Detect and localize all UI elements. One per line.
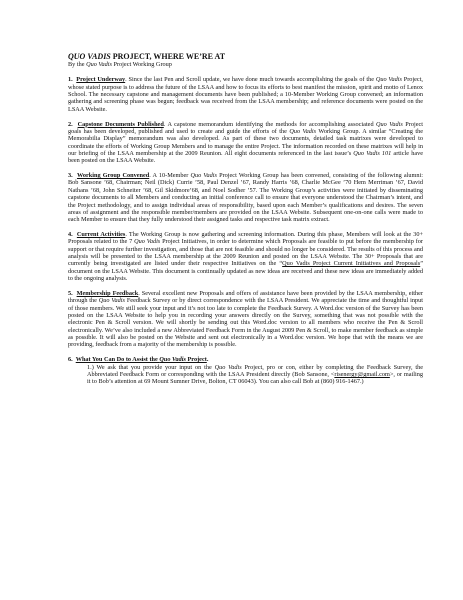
section-heading (76, 356, 207, 363)
section-text: ” document on the LSAA Website. This document is continually updated as new ideas are received and these new ideas are immediately added to the ongoing analysis. (68, 260, 423, 283)
section-text: Working Group. A similar “Creating the Memorabilia Display” memorandum was also developed. As part of these two documents, detailed task matrixes were developed to coordinate the efforts of Working Group Members and to manage the entire Project. The information recorded on these matrixes will help in our briefing of the LSAA membership at the 2009 Reunion. All eight documents referenced in the last issue’s (68, 127, 423, 157)
section-heading: Current Activities (76, 231, 126, 239)
section-text: Project goals has been developed, published and used to create and guide the efforts of the (68, 120, 423, 135)
section-text: . A 10-Member (149, 172, 191, 180)
section-text: . The Working Group is now gathering and screening information. During this phase, Members will look at the 30+ Proposals related to the 7 (68, 231, 423, 246)
section-3 (68, 172, 423, 223)
section-italic: Quo Vadis (376, 120, 403, 128)
section-italic: Quo Vadis (214, 363, 242, 371)
section-4 (68, 231, 423, 282)
section-text: . A capstone memorandum identifying the methods for accomplishing associated (163, 120, 377, 128)
section-text: Project, pro or con, either by completing the Feedback Survey, the Abbreviated Feedback Form or corresponding with the LSAA President directly (Bob Sansone, < (87, 363, 423, 378)
section-italic: Quo Vadis (289, 127, 317, 135)
byline-pre: By the (68, 61, 87, 68)
section-text: Project Initiatives, in order to determine which Proposals are feasible to put before the membership for support or that require further investigation, and those that are not feasible and should no longer be considered. The results of this process and analysis will be presented to the LSAA membership at the 2009 Reunion and posted on the LSAA Website. The 30+ Proposals that are currently being investigated are listed under their respective Initiatives on the “ (68, 238, 423, 268)
section-number: 6. (68, 356, 73, 364)
section-heading: Working Group Convened (76, 172, 150, 180)
byline-italic: Quo Vadis (86, 61, 112, 68)
section-italic: Quo Vadis (134, 238, 161, 246)
section-5 (68, 290, 423, 349)
section-number: 2. (68, 120, 73, 128)
article-title (68, 52, 423, 61)
title-italic: QUO VADIS (68, 52, 111, 61)
email-link[interactable]: risenergy@gmail.com (334, 370, 390, 378)
section-text: 1.) We ask that you provide your input on the (87, 363, 215, 371)
section-6-item-1 (68, 364, 423, 386)
section-text: >, or mailing it to Bob’s attention at 69 Mount Sumner Drive, Bolton, CT 06043). You can also call Bob at (860) 916-1467.) (87, 370, 423, 386)
section-number: 1. (68, 76, 73, 84)
section-number: 3. (68, 172, 73, 180)
heading-italic: Quo Vadis (159, 356, 186, 364)
document-link[interactable]: Quo Vadis Project Current Initiatives and Proposals (282, 260, 421, 268)
section-heading: Capstone Documents Published (77, 120, 164, 128)
section-text: Feedback Survey or by direct correspondence with the LSAA President. We appreciate the time and thoughtful input of those members. We still seek your input and it’s not too late to complete the Feedback Survey. A Word.doc version of the Survey has been posted on the LSAA Website to help you in recording your answers directly on the Survey, something that was not possible with the electronic Pen & Scroll version. We will shortly be sending out this Word.doc version to all members who receive the Pen & Scroll electronically. We’ve also included a new Abbreviated Feedback Form in the August 2009 Pen & Scroll, to make member feedback as simple as possible. It will also be posted on the Website and sent out electronically in a Word.doc version. We hope that with the means we are providing, feedback from a majority of the membership is possible. (68, 297, 423, 349)
title-rest: PROJECT, WHERE WE’RE AT (110, 52, 226, 61)
section-italic: Quo Vadis (98, 297, 125, 305)
section-italic: Quo Vadis (375, 76, 402, 84)
section-text: Project, whose stated purpose is to address the future of the LSAA and how to focus its efforts to best manifest the mission, spirit and motto of Lenox School. The necessary capstone and management documents have been published; a 10-Member Working Group convened; an information gathering and screening phase was begun; feedback was received from the LSAA membership; and reference documents were posted on the LSAA Website. (68, 76, 423, 113)
section-text: Project Working Group has been convened, consisting of the following alumni: Bob Sansone ’68, Chairman; Neil (Dick) Currie ’58, Paul Denzel ’67, Randy Harris ’68, Charlie McGee ’70 Hem Merriman ’67, David Nathans ’68, John Schneiter ’68, Gil Skidmore’68, and Noel Sodher ’57. The Working Group’s activities were initiated by disseminating capstone documents to all Members and conducting an initial conference call to ensure that everyone understood the Chairman’s intent, and the Project methodology, and to assign individual areas of responsibility, based upon each Member’s qualifications and desires. The seven areas of assignment and the responsible member/members are provided on the LSAA Website. Subsequent one-on-one calls were made to each Member to ensure that they fully understood their assigned tasks and respective task matrix extract. (68, 172, 423, 224)
section-text: . Since the last Pen and Scroll update, we have done much towards accomplishing the goals of the (125, 76, 376, 84)
byline-post: Project Working Group (111, 61, 172, 68)
section-heading: Membership Feedback (76, 289, 139, 297)
section-italic: Quo Vadis 101 (353, 149, 392, 157)
section-text: . Several excellent new Proposals and offers of assistance have been provided by the LSAA membership, either through the (68, 289, 424, 305)
section-number: 4. (68, 231, 73, 239)
section-1 (68, 76, 423, 113)
section-2 (68, 121, 423, 165)
section-heading: Project Underway (76, 76, 126, 84)
section-italic: Quo Vadis (190, 172, 217, 180)
byline (68, 61, 423, 68)
section-6-heading (68, 356, 423, 363)
heading-post: Project (185, 356, 207, 364)
section-number: 5. (68, 289, 73, 297)
heading-end: . (206, 356, 209, 364)
section-text: article have been posted on the LSAA Website. (68, 149, 423, 165)
heading-pre: What You Can Do to Assist the (75, 356, 160, 364)
